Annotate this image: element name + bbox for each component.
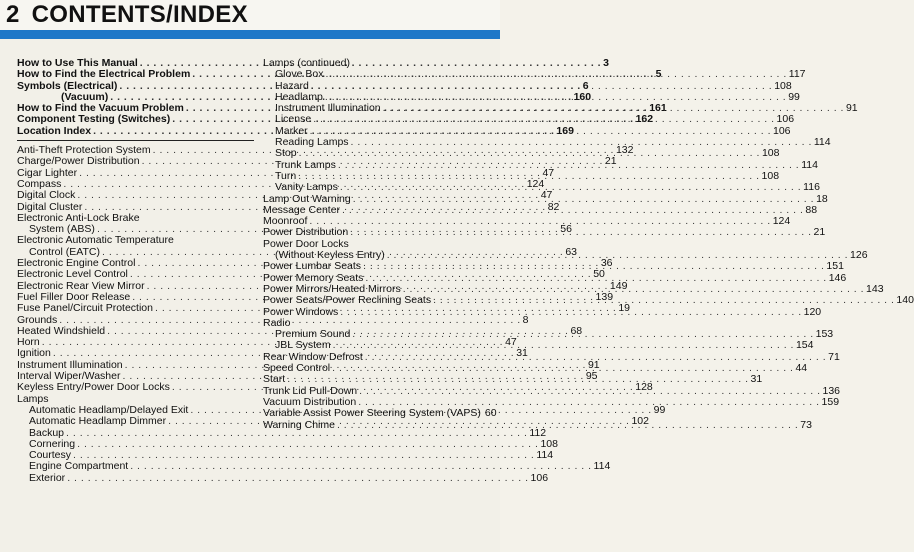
dot-leader: [340, 182, 801, 193]
entry-label: Grounds: [17, 313, 58, 326]
entry-page-number: 161: [649, 102, 667, 115]
entry-label: Stop: [275, 147, 297, 160]
dot-leader: [340, 307, 801, 318]
dot-leader: [299, 148, 760, 159]
entry-page-number: 99: [653, 403, 666, 416]
entry-label: Keyless Entry/Power Door Locks: [17, 381, 170, 394]
entry-label: JBL System: [275, 339, 331, 352]
entry-label: Electronic Engine Control: [17, 257, 136, 270]
entry-label: Premium Sound: [275, 328, 351, 341]
dot-leader: [337, 420, 798, 431]
entry-page-number: 146: [828, 271, 847, 284]
entry-page-number: 99: [788, 90, 800, 103]
entry-page-number: 149: [609, 279, 628, 292]
entry-label: How to Find the Electrical Problem: [17, 68, 191, 81]
entry-page-number: 106: [530, 471, 549, 484]
dot-leader: [67, 473, 528, 484]
entry-page-number: 5: [655, 68, 662, 81]
entry-page-number: 139: [595, 290, 614, 303]
chapter-title: CONTENTS/INDEX: [31, 1, 248, 28]
entry-label: Speed Control: [263, 362, 331, 375]
entry-page-number: 47: [505, 336, 517, 349]
entry-label: Turn: [275, 169, 297, 182]
entry-label: Trunk Lid Pull-Down: [263, 384, 358, 397]
entry-page-number: 19: [618, 302, 630, 315]
entry-label: Digital Clock: [17, 189, 76, 202]
entry-page-number: 114: [536, 449, 554, 462]
entry-page-number: 102: [631, 415, 649, 428]
entry-page-number: 136: [822, 384, 841, 397]
entry-page-number: 169: [556, 124, 574, 137]
entry-page-number: 124: [526, 177, 545, 190]
entry-page-number: 108: [761, 147, 780, 160]
entry-label: Engine Compartment: [29, 460, 129, 473]
entry-page-number: 56: [560, 223, 572, 236]
entry-page-number: 6: [582, 79, 589, 92]
entry-page-number: 159: [821, 395, 840, 408]
entry-page-number: 116: [803, 181, 820, 194]
entry-page-number: 153: [815, 328, 834, 341]
entry-label: Control (EATC): [29, 245, 100, 258]
entry-page-number: 18: [816, 192, 828, 205]
entry-page-number: 8: [522, 313, 529, 326]
entry-label: Headlamp: [275, 90, 323, 103]
entry-label: Power Distribution: [263, 226, 349, 239]
entry-page-number: 21: [813, 226, 826, 239]
index-entry: [263, 68, 806, 81]
entry-label: Power Windows: [263, 305, 339, 318]
entry-page-number: 108: [774, 79, 792, 92]
entry-label: Marker: [275, 124, 308, 137]
dot-leader: [350, 227, 811, 238]
entry-label: Compass: [17, 177, 62, 190]
entry-label: Vanity Lamps: [275, 181, 338, 194]
entry-page-number: 91: [587, 358, 600, 371]
entry-label: Vacuum Distribution: [263, 395, 357, 408]
entry-label: Heated Windshield: [17, 324, 106, 337]
dot-leader: [287, 374, 748, 385]
entry-label: Cigar Lighter: [17, 166, 78, 179]
entry-label: System (ABS): [29, 223, 95, 236]
entry-label: Backup: [29, 426, 65, 439]
entry-label: Lamps (continued): [263, 57, 350, 69]
dot-leader: [433, 295, 894, 306]
entry-label: Ignition: [17, 347, 51, 360]
chapter-number: 2: [6, 1, 20, 28]
entry-label: Power Mirrors/Heated Mirrors: [263, 282, 401, 295]
entry-label: Electronic Rear View Mirror: [17, 279, 145, 292]
entry-page-number: 68: [570, 324, 583, 337]
index-entry: [263, 407, 497, 420]
entry-page-number: 31: [516, 347, 528, 360]
entry-label: (Without Keyless Entry): [275, 249, 385, 262]
entry-label: Electronic Anti-Lock Brake: [17, 211, 140, 224]
entry-label: Horn: [17, 336, 40, 349]
entry-page-number: 47: [540, 189, 553, 202]
entry-label: Symbols (Electrical): [17, 79, 118, 92]
entry-page-number: 120: [803, 305, 822, 318]
entry-label: Trunk Lamps: [275, 158, 336, 171]
entry-label: Hazard: [275, 79, 309, 92]
entry-label: Anti-Theft Protection System: [17, 144, 151, 157]
entry-label: Power Seats/Power Reclining Seats: [263, 294, 432, 307]
entry-page-number: 91: [845, 102, 858, 115]
entry-page-number: 154: [795, 339, 814, 352]
entry-page-number: 31: [750, 373, 763, 386]
entry-label: Charge/Power Distribution: [17, 155, 140, 168]
section-divider: [17, 140, 254, 141]
entry-label: Instrument Illumination: [17, 358, 123, 371]
entry-label: Radio: [263, 316, 291, 329]
entry-label: License: [275, 113, 312, 126]
entry-label: Moonroof: [263, 215, 308, 228]
entry-label: Component Testing (Switches): [17, 113, 171, 126]
entry-label: Fuel Filler Door Release: [17, 290, 131, 303]
entry-page-number: 106: [776, 113, 795, 126]
entry-label: Variable Assist Power Steering System (VAPS): [263, 407, 481, 420]
entry-page-number: 124: [772, 215, 791, 228]
dot-leader: [325, 69, 786, 80]
entry-page-number: 140: [896, 294, 914, 307]
entry-page-number: 108: [761, 169, 780, 182]
entry-label: Automatic Headlamp Dimmer: [29, 415, 167, 428]
entry-page-number: 88: [805, 203, 818, 216]
index-entry: [17, 460, 611, 473]
entry-label: Courtesy: [29, 449, 72, 462]
entry-page-number: 151: [826, 260, 844, 273]
entry-page-number: 132: [615, 144, 634, 157]
entry-label: Electronic Level Control: [17, 268, 128, 281]
entry-label: Start: [263, 373, 286, 386]
entry-page-number: 73: [800, 418, 812, 431]
page-title: [6, 1, 248, 29]
entry-page-number: 114: [813, 136, 831, 149]
entry-page-number: 128: [635, 381, 653, 394]
entry-page-number: 82: [547, 200, 560, 213]
entry-label: Lamps: [17, 392, 49, 405]
entry-page-number: 63: [565, 245, 577, 258]
entry-label: Lamp Out Warning: [263, 192, 351, 205]
entry-page-number: 114: [593, 460, 611, 473]
entry-label: Fuse Panel/Circuit Protection: [17, 302, 153, 315]
entry-page-number: 36: [600, 257, 613, 270]
entry-page-number: 95: [585, 370, 598, 383]
entry-label: Digital Cluster: [17, 200, 83, 213]
index-entry: [17, 471, 549, 484]
dot-leader: [363, 261, 824, 272]
entry-page-number: 114: [801, 158, 818, 171]
entry-label: How to Use This Manual: [17, 57, 138, 69]
entry-label: Electronic Automatic Temperature: [17, 234, 174, 247]
entry-label: Warning Chime: [263, 418, 335, 431]
entry-page-number: 47: [542, 166, 555, 179]
entry-page-number: 71: [828, 350, 840, 363]
entry-label: Glove Box: [275, 68, 324, 81]
entry-page-number: 44: [795, 362, 808, 375]
entry-label: How to Find the Vacuum Problem: [17, 102, 184, 115]
dot-leader: [130, 461, 591, 472]
entry-label: Automatic Headlamp/Delayed Exit: [29, 403, 189, 416]
entry-label: Instrument Illumination: [275, 102, 381, 115]
entry-label: Exterior: [29, 471, 66, 484]
entry-label: Cornering: [29, 437, 76, 450]
entry-page-number: 126: [850, 249, 868, 262]
entry-label: Location Index: [17, 124, 92, 137]
entry-page-number: 21: [604, 155, 617, 168]
page-header: [0, 0, 500, 34]
entry-label: Message Center: [263, 203, 341, 216]
entry-page-number: 112: [529, 426, 547, 439]
entry-page-number: 3: [603, 57, 609, 69]
header-rule: [0, 30, 500, 39]
entry-label: (Vacuum): [61, 90, 109, 103]
entry-label: Power Lumbar Seats: [263, 260, 362, 273]
entry-page-number: 50: [593, 268, 605, 281]
entry-page-number: 143: [866, 282, 884, 295]
entry-page-number: 162: [635, 113, 654, 126]
entry-label: Rear Window Defrost: [263, 350, 363, 363]
entry-page-number: 108: [540, 437, 558, 450]
entry-page-number: 60: [484, 407, 497, 420]
entry-label: Power Memory Seats: [263, 271, 364, 284]
entry-label: Reading Lamps: [275, 136, 349, 149]
entry-page-number: 117: [788, 68, 806, 81]
entry-page-number: 160: [573, 90, 592, 103]
entry-label: Power Door Locks: [263, 237, 349, 250]
entry-page-number: 106: [773, 124, 791, 137]
entry-label: Interval Wiper/Washer: [17, 370, 121, 383]
